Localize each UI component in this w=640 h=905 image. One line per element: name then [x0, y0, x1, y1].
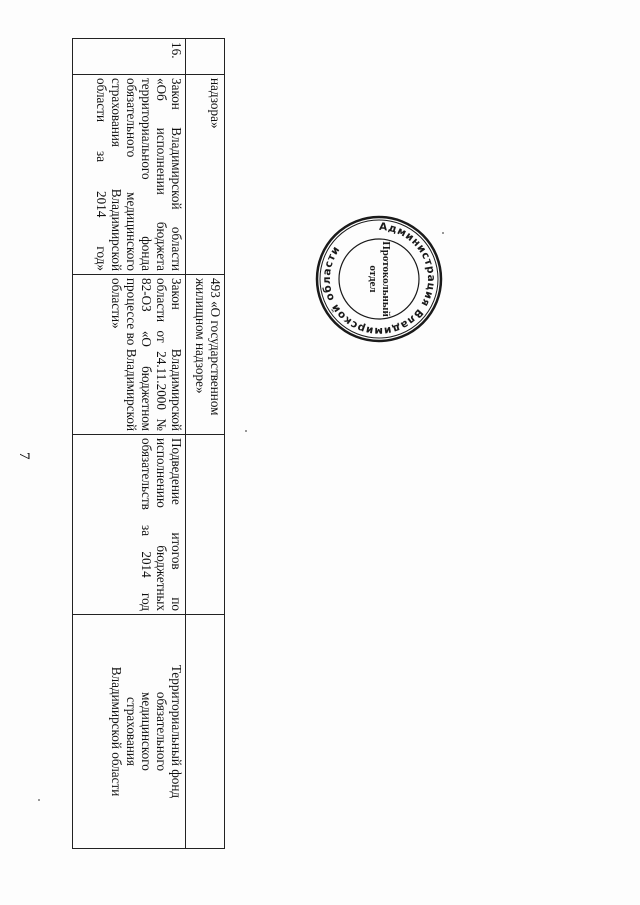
stamp-ring-text: Администрация Владимирской области	[320, 220, 438, 338]
text-line: страхования	[124, 697, 139, 766]
stamp-center-line: Протокольный	[380, 241, 392, 317]
cell-responsible-empty	[186, 615, 225, 849]
cell-document-continued: надзора»	[186, 75, 225, 275]
text-line: «Об исполнении бюджета	[154, 78, 169, 271]
table-row	[186, 39, 225, 849]
text-line: Закон Владимирской области	[169, 78, 184, 271]
text-line: обязательного	[154, 691, 169, 772]
cell-num: 16.	[73, 39, 186, 75]
text-line: страхования Владимирской	[109, 78, 124, 271]
text-line: области»	[109, 278, 124, 329]
cell-num	[186, 39, 225, 75]
stamp-center-line: отдел	[367, 265, 379, 293]
text-line: Закон Владимирской	[169, 278, 184, 431]
cell-goal-empty	[186, 435, 225, 615]
cell-responsible	[73, 615, 186, 849]
text-line: медицинского	[139, 692, 154, 771]
table-row	[73, 39, 186, 849]
scan-speck	[38, 799, 40, 801]
plan-table	[72, 38, 225, 849]
cell-legal-basis	[73, 275, 186, 435]
stamp-center	[314, 214, 444, 344]
text-line: Территориальный фонд	[169, 664, 184, 799]
text-line: территориального фонда	[139, 78, 154, 271]
cell-goal	[73, 435, 186, 615]
text-line: Подведение итогов по	[169, 438, 184, 611]
text-line: обязательств за 2014 год	[139, 438, 154, 611]
cell-basis-continued: 493 «О государственном жилищном надзоре»	[186, 275, 225, 435]
text-line: области за 2014 год»	[94, 78, 109, 271]
official-stamp	[314, 214, 444, 344]
text-line: исполнению бюджетных	[154, 438, 169, 611]
cell-document-title	[73, 75, 186, 275]
scan-speck	[245, 430, 247, 432]
rotated-table-container	[75, 38, 225, 848]
scan-speck	[442, 232, 444, 234]
text-line: 82-ОЗ «О бюджетном	[139, 278, 154, 431]
page-number: 7	[16, 452, 32, 460]
text-line: Владимирской области	[109, 666, 124, 797]
text-line: обязательного медицинского	[124, 78, 139, 271]
text-line: процессе во Владимирской	[124, 278, 139, 431]
text-line: области от 24.11.2000 №	[154, 278, 169, 431]
